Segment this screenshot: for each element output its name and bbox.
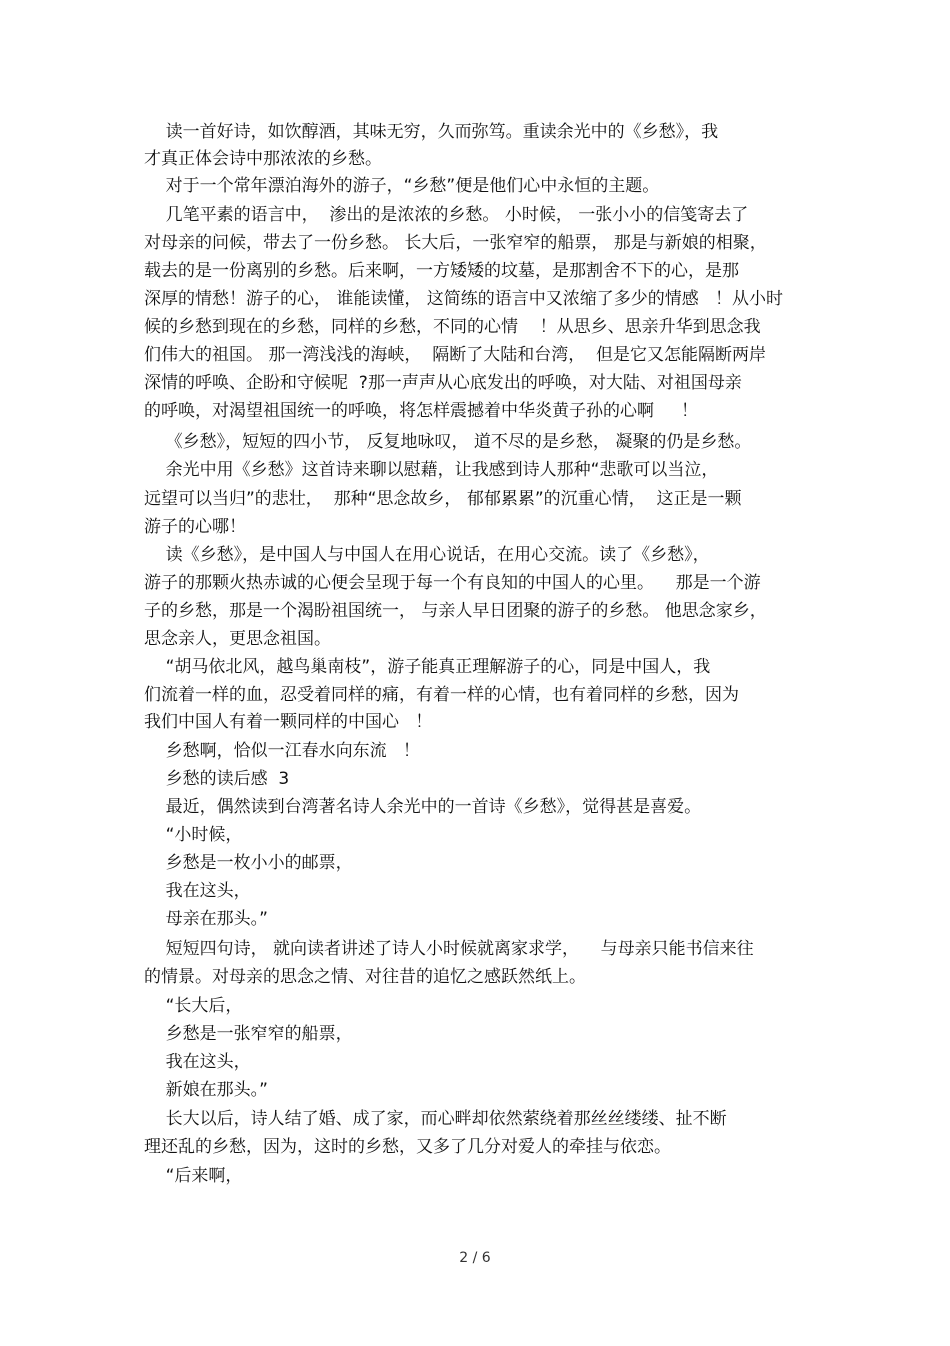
text-line: 新娘在那头。” xyxy=(144,1080,268,1100)
text-line: 理还乱的乡愁，因为，这时的乡愁，又多了几分对爱人的牵挂与依恋。 xyxy=(144,1137,671,1157)
text-line: “长大后， xyxy=(144,996,243,1016)
text-line: 们流着一样的血，忍受着同样的痛，有着一样的心情，也有着同样的乡愁，因为 xyxy=(144,685,739,705)
text-line: “后来啊， xyxy=(144,1166,243,1186)
text-line: 读一首好诗，如饮醇酒，其味无穷，久而弥笃。重读余光中的《乡愁》，我 xyxy=(144,122,719,142)
text-line: 《乡愁》，短短的四小节， 反复地咏叹， 道不尽的是乡愁， 凝聚的仍是乡愁。 xyxy=(144,432,752,452)
text-line: 对母亲的问候，带去了一份乡愁。 长大后，一张窄窄的船票， 那是与新娘的相聚， xyxy=(144,233,767,253)
text-line: 思念亲人，更思念祖国。 xyxy=(144,629,331,649)
text-line: 游子的那颗火热赤诚的心便会呈现于每一个有良知的中国人的心里。 那是一个游 xyxy=(144,573,761,593)
text-line: 长大以后，诗人结了婚、成了家，而心畔却依然萦绕着那丝丝缕缕、扯不断 xyxy=(144,1109,727,1129)
text-line: 乡愁的读后感 3 xyxy=(144,769,290,789)
text-line: 乡愁啊，恰似一江春水向东流 ！ xyxy=(144,741,420,761)
text-line: 乡愁是一张窄窄的船票， xyxy=(144,1024,353,1044)
text-line: “胡马依北风，越鸟巢南枝”，游子能真正理解游子的心，同是中国人，我 xyxy=(144,657,711,677)
text-line: 母亲在那头。” xyxy=(144,909,268,929)
text-line: 余光中用《乡愁》这首诗来聊以慰藉，让我感到诗人那种“悲歌可以当泣， xyxy=(144,460,719,480)
text-line: 的呼唤，对渴望祖国统一的呼唤，将怎样震撼着中华炎黄子孙的心啊 ！ xyxy=(144,401,699,421)
text-line: 几笔平素的语言中， 渗出的是浓浓的乡愁。 小时候， 一张小小的信笺寄去了 xyxy=(144,205,749,225)
text-line: 对于一个常年漂泊海外的游子，“乡愁”便是他们心中永恒的主题。 xyxy=(144,176,660,196)
text-line: 我在这头， xyxy=(144,881,251,901)
text-line: 最近，偶然读到台湾著名诗人余光中的一首诗《乡愁》，觉得甚是喜爱。 xyxy=(144,797,702,817)
text-line: 们伟大的祖国。 那一湾浅浅的海峡， 隔断了大陆和台湾， 但是它又怎能隔断两岸 xyxy=(144,345,767,365)
text-line: 短短四句诗， 就向读者讲述了诗人小时候就离家求学， 与母亲只能书信来往 xyxy=(144,939,754,959)
text-line: 我在这头， xyxy=(144,1052,251,1072)
text-line: 深情的呼唤、企盼和守候呢 ?那一声声从心底发出的呼唤，对大陆、对祖国母亲 xyxy=(144,373,742,393)
text-line: 的情景。对母亲的思念之情、对往昔的追忆之感跃然纸上。 xyxy=(144,967,586,987)
text-line: 候的乡愁到现在的乡愁，同样的乡愁，不同的心情 ！从思乡、思亲升华到思念我 xyxy=(144,317,761,337)
text-line: 乡愁是一枚小小的邮票， xyxy=(144,853,353,873)
text-line: 读《乡愁》，是中国人与中国人在用心说话，在用心交流。读了《乡愁》， xyxy=(144,545,710,565)
text-line: 载去的是一份离别的乡愁。后来啊，一方矮矮的坟墓，是那割舍不下的心，是那 xyxy=(144,261,739,281)
text-line: 游子的心哪！ xyxy=(144,517,246,537)
text-line: “小时候， xyxy=(144,825,243,845)
text-line: 子的乡愁，那是一个渴盼祖国统一， 与亲人早日团聚的游子的乡愁。 他思念家乡， xyxy=(144,601,767,621)
page-number: 2 / 6 xyxy=(459,1250,491,1266)
text-line: 才真正体会诗中那浓浓的乡愁。 xyxy=(144,149,382,169)
text-line: 深厚的情愁！游子的心， 谁能读懂， 这简练的语言中又浓缩了多少的情感 ！从小时 xyxy=(144,289,784,309)
text-line: 远望可以当归”的悲壮， 那种“思念故乡， 郁郁累累”的沉重心情， 这正是一颗 xyxy=(144,489,742,509)
text-line: 我们中国人有着一颗同样的中国心 ！ xyxy=(144,712,433,732)
